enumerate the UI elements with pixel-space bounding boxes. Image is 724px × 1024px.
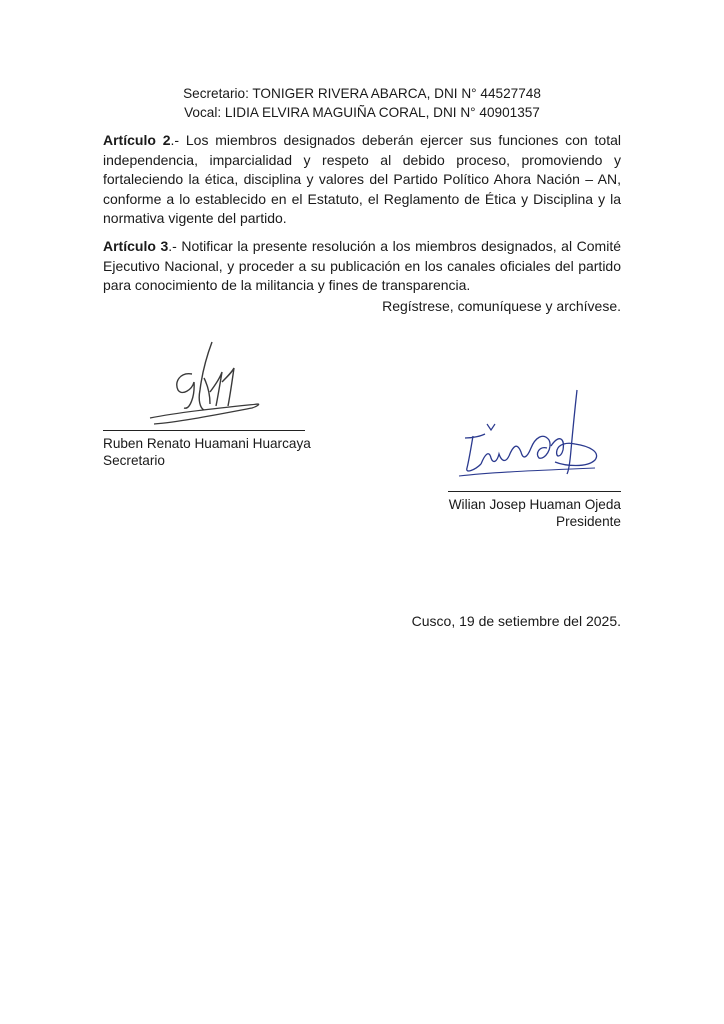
signatory-name: Wilian Josep Huaman Ojeda: [448, 497, 621, 512]
vocal-line: Vocal: LIDIA ELVIRA MAGUIÑA CORAL, DNI N° 40901357: [184, 105, 540, 120]
signatory-role: Secretario: [103, 453, 165, 468]
article-3-text: .- Notificar la presente resolución a los miembros designados, al Comité Ejecutivo Nacional, y proceder a su publicación en los canales oficiales del partido para conocimiento de la militancia y fines de transparencia.: [103, 238, 621, 294]
signatory-secretario: [103, 435, 311, 469]
signatory-name: Ruben Renato Huamani Huarcaya: [103, 436, 311, 451]
secretario-signature: [140, 338, 280, 426]
secretario-line: Secretario: TONIGER RIVERA ABARCA, DNI N° 44527748: [183, 86, 541, 101]
closing-formula: Regístrese, comuníquese y archívese.: [382, 298, 621, 314]
signature-line-presidente: [448, 491, 621, 492]
article-3: [103, 237, 621, 296]
article-3-label: Artículo 3: [103, 238, 169, 254]
presidente-signature: [455, 388, 605, 483]
article-2-label: Artículo 2: [103, 132, 171, 148]
signatory-presidente: [449, 496, 621, 530]
place-date: Cusco, 19 de setiembre del 2025.: [411, 613, 621, 629]
committee-members: [103, 84, 621, 122]
article-2: [103, 131, 621, 229]
signatory-role: Presidente: [556, 514, 621, 529]
signature-line-secretario: [103, 430, 305, 431]
article-2-text: .- Los miembros designados deberán ejercer sus funciones con total independencia, imparcialidad y respeto al debido proceso, promoviendo y fortaleciendo la ética, disciplina y valores del Partido Político Ahora Nación – AN, conforme a lo establecido en el Estatuto, el Reglamento de Ética y Disciplina y la normativa vigente del partido.: [103, 132, 621, 227]
